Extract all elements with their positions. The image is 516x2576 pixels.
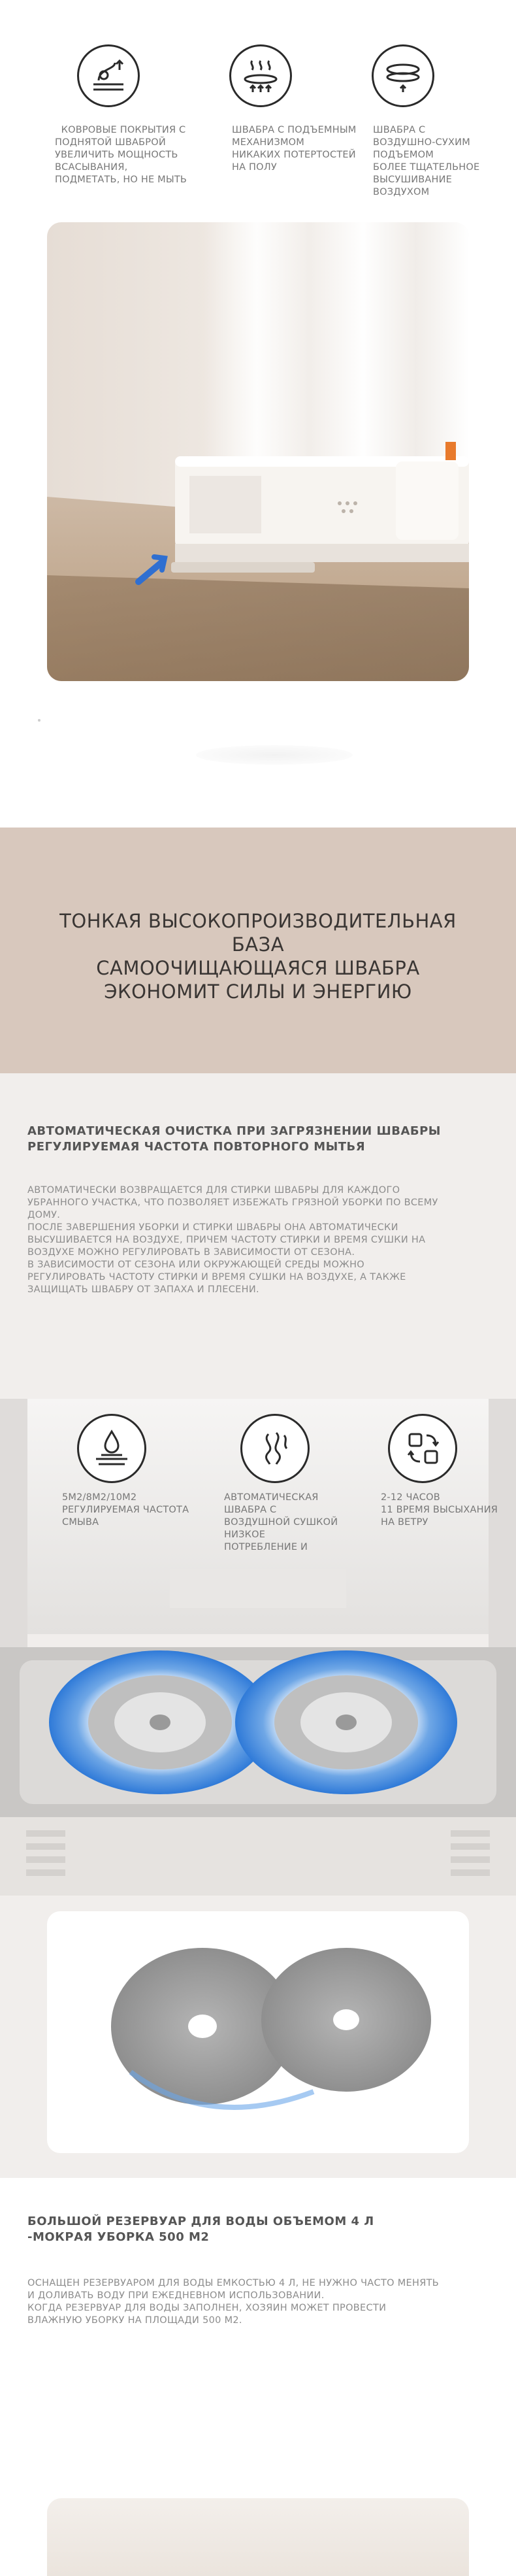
- mop-lift-icon: [229, 44, 292, 107]
- feature-text-dry-time: 2-12 ЧАСОВ 11 ВРЕМЯ ВЫСЫХАНИЯ НА ВЕТРУ: [381, 1492, 498, 1528]
- auto-clean-body: АВТОМАТИЧЕСКИ ВОЗВРАЩАЕТСЯ ДЛЯ СТИРКИ ШВАБРЫ ДЛЯ КАЖДОГО УБРАННОГО УЧАСТКА, ЧТО ПОЗВОЛЯЕТ ИЗБЕЖАТЬ ГРЯЗНОЙ УБОРКИ ПО ВСЕМУ ДОМУ. ПОСЛЕ ЗАВЕРШЕНИЯ УБОРКИ И СТИРКИ ШВАБРЫ ОНА АВТОМАТИЧЕСКИ ВЫСУШИВАЕТСЯ НА ВОЗДУХЕ, ПРИЧЕМ ЧАСТОТУ СТИРКИ И ВРЕМЯ СУШКИ НА ВОЗДУХЕ МОЖНО РЕГУЛИРОВАТЬ В ЗАВИСИМОСТИ ОТ СЕЗОНА. В ЗАВИСИМОСТИ ОТ СЕЗОНА ИЛИ ОКРУЖАЮЩЕЙ СРЕДЫ МОЖНО РЕГУЛИРОВАТЬ ЧАСТОТУ СТИРКИ И ВРЕМЯ СУШКИ НА ВОЗДУХЕ, А ТАКЖЕ ЗАЩИЩАТЬ ШВАБРУ ОТ ЗАПАХА И ПЛЕСЕНИ.: [27, 1185, 438, 1295]
- feature-text-carpet: КОВРОВЫЕ ПОКРЫТИЯ С ПОДНЯТОЙ ШВАБРОЙ УВЕЛИЧИТЬ МОЩНОСТЬ ВСАСЫВАНИЯ, ПОДМЕТАТЬ, НО НЕ МЫТЬ: [55, 125, 187, 185]
- banner-line-3: САМООЧИЩАЮЩАЯСЯ ШВАБРА: [96, 957, 420, 979]
- robot-carpet-photo: [47, 222, 469, 681]
- airflow-icon: [240, 1414, 310, 1483]
- cycle-squares-icon: [388, 1414, 457, 1483]
- water-tank-heading: БОЛЬШОЙ РЕЗЕРВУАР ДЛЯ ВОДЫ ОБЪЕМОМ 4 Л -МОКРАЯ УБОРКА 500 М2: [27, 2215, 374, 2244]
- banner-line-2: БАЗА: [231, 933, 285, 956]
- water-tank-body: ОСНАЩЕН РЕЗЕРВУАРОМ ДЛЯ ВОДЫ ЕМКОСТЬЮ 4 Л, НЕ НУЖНО ЧАСТО МЕНЯТЬ И ДОЛИВАТЬ ВОДУ ПРИ ЕЖЕДНЕВНОМ ИСПОЛЬЗОВАНИИ. КОГДА РЕЗЕРВУАР ДЛЯ ВОДЫ ЗАПОЛНЕН, ХОЗЯИН МОЖЕТ ПРОВЕСТИ ВЛАЖНУЮ УБОРКУ НА ПЛОЩАДИ 500 М2.: [27, 2278, 439, 2326]
- banner-line-1: ТОНКАЯ ВЫСОКОПРОИЗВОДИТЕЛЬНАЯ: [59, 910, 457, 932]
- feature-text-air-dry: ШВАБРА С ВОЗДУШНО-СУХИМ ПОДЪЕМОМ БОЛЕЕ ТЩАТЕЛЬНОЕ ВЫСУШИВАНИЕ ВОЗДУХОМ: [373, 125, 480, 197]
- water-tank-photo: [47, 2498, 469, 2576]
- water-drop-icon: [77, 1414, 146, 1483]
- decorative-shadow: [196, 745, 353, 765]
- banner-line-4: ЭКОНОМИТ СИЛЫ И ЭНЕРГИЮ: [104, 980, 412, 1003]
- carpet-lift-icon: [77, 44, 140, 107]
- feature-text-air-dry-mop: АВТОМАТИЧЕСКАЯ ШВАБРА С ВОЗДУШНОЙ СУШКОЙ НИЗКОЕ ПОТРЕБЛЕНИЕ И: [224, 1492, 338, 1552]
- auto-clean-heading: АВТОМАТИЧЕСКАЯ ОЧИСТКА ПРИ ЗАГРЯЗНЕНИИ ШВАБРЫ РЕГУЛИРУЕМАЯ ЧАСТОТА ПОВТОРНОГО МЫТЬЯ: [27, 1124, 441, 1154]
- headline-banner: [0, 828, 516, 1073]
- decorative-dot: [38, 719, 40, 722]
- feature-text-water-frequency: 5М2/8М2/10М2 РЕГУЛИРУЕМАЯ ЧАСТОТА СМЫВА: [62, 1492, 189, 1528]
- feature-text-mop-lift: ШВАБРА С ПОДЪЕМНЫМ МЕХАНИЗМОМ НИКАКИХ ПОТЕРТОСТЕЙ НА ПОЛУ: [232, 125, 357, 173]
- hot-air-dry-icon: [372, 44, 434, 107]
